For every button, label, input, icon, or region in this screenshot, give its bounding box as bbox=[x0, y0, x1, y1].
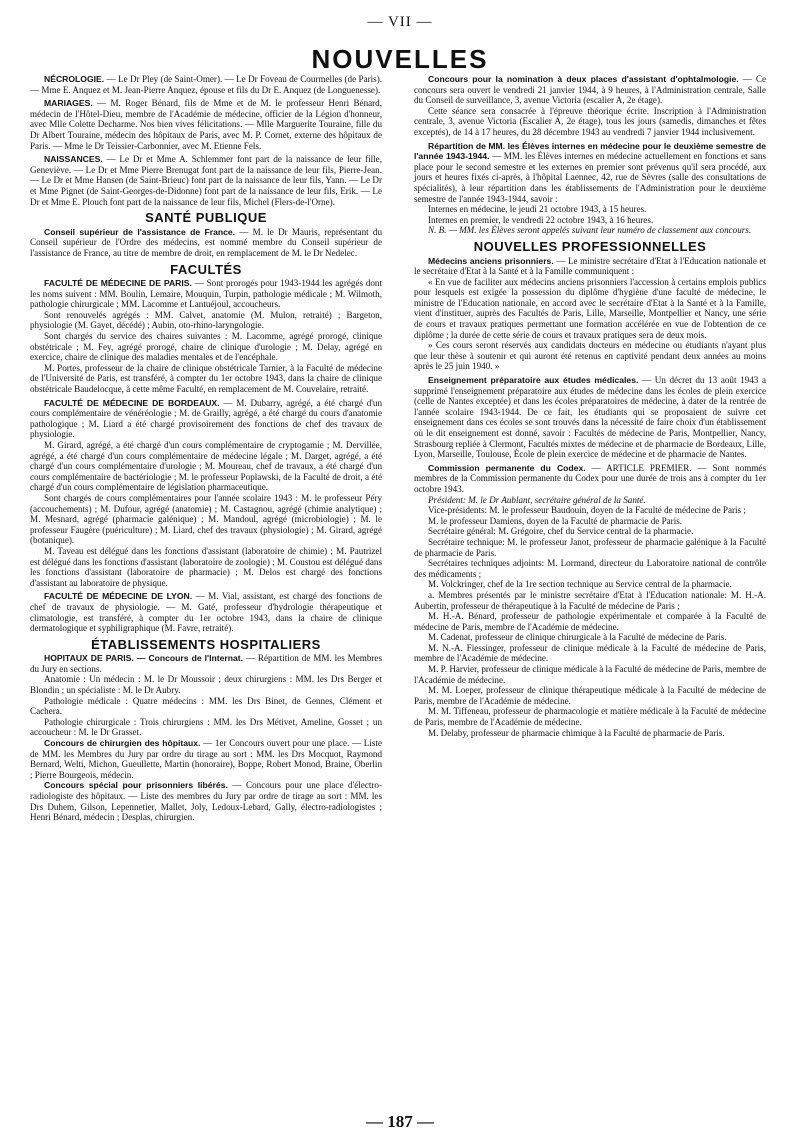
para-text: M. Portes, professeur de la chaire de clinique obstétricale Tarnier, à la Faculté de médecine de l'Université de Paris, est transféré, à compter du 1er octobre 1943, dans la chaire de clinique obstétricale Baudelocque, à cette même Faculté, en remplacement de M. Couvelaire, retraité. bbox=[30, 362, 382, 395]
heading-sante-publique: SANTÉ PUBLIQUE bbox=[145, 210, 267, 226]
para-text: — Répartition de MM. les Membres du Jury en sections. bbox=[30, 653, 383, 674]
codex-paragraph bbox=[414, 558, 766, 579]
repartition-paragraph bbox=[414, 204, 766, 215]
page-number-roman: — VII — bbox=[367, 14, 433, 30]
codex-paragraph bbox=[414, 611, 766, 632]
codex-paragraph bbox=[414, 632, 766, 643]
para-text: Pathologie médicale : Quatre médecins : MM. les Drs Binet, de Gennes, Clément et Cachera. bbox=[30, 695, 382, 717]
ophtalmologie-paragraph bbox=[414, 74, 766, 106]
para-text: M. M. Loeper, professeur de clinique thérapeutique médicale à la Faculté de médecine de Paris, membre de l'Académie de médecine. bbox=[414, 685, 766, 706]
heading-facultes: FACULTÉS bbox=[170, 261, 242, 277]
codex-paragraph bbox=[414, 706, 766, 727]
prisonniers-concours-paragraph bbox=[30, 780, 382, 822]
codex-paragraph bbox=[414, 505, 766, 516]
para-lead: FACULTÉ DE MÉDECINE DE LYON. bbox=[44, 591, 193, 602]
para-text: — Le Dr et Mme A. Schlemmer font part de la naissance de leur fille, Geneviève. — Le Dr et Mme Pierre Brenugat font part de la naissance de leur fils, Pierre-Jean. — Le Dr et Mme Hansen (de Saint-Brieuc) font part de la naissance de leur fils, Yann. — Le Dr et Mme Pignet (de Saint-Georges-de-Didonne) font part de la naissance de leur fils, Erik. — Le Dr et Mme E. Plouch font part de la naissance de leur fils, Michel (Flers-de-l'Orne). bbox=[30, 154, 382, 207]
para-text: Président: M. le Dr Aublant, secrétaire général de la Santé. bbox=[428, 494, 646, 505]
para-lead: NAISSANCES. bbox=[44, 154, 103, 165]
para-text: Secrétaire général: M. Grégoire, chef du Service central de la pharmacie. bbox=[428, 526, 694, 537]
para-text: Anatomie : Un médecin : M. le Dr Moussoir ; deux chirurgiens : MM. les Drs Berger et Blondin ; un spécialiste : M. le Dr Aubry. bbox=[30, 674, 382, 696]
enseignement-paragraph bbox=[414, 375, 766, 460]
codex-paragraph bbox=[414, 579, 766, 590]
para-text: M. Volckringer, chef de la 1re section technique au Service central de la pharmacie. bbox=[428, 579, 732, 590]
paris-paragraph bbox=[30, 278, 382, 310]
codex-paragraph bbox=[414, 526, 766, 537]
hopitaux-paragraph bbox=[30, 674, 382, 695]
para-text: Sont chargés de cours complémentaires pour l'année scolaire 1943 : M. le professeur Péry (accouchements) ; M. Dufour, agrégé (anatomie) ; M. Castagnou, agrégé (chimie analytique) ; M. Mesnard, agrégé (pharmacie galénique) ; M. Mandoul, agrégé (microbiologie) ; M. le professeur Faugère (puériculture) ; M. Liard, chef des travaux (physiologie) ; M. Girard, agrégé (botanique). bbox=[30, 492, 382, 546]
repartition-paragraph bbox=[414, 225, 766, 236]
lyon-paragraph bbox=[30, 591, 382, 633]
para-text: — Concours pour une place d'électro-radiologiste des hôpitaux. — Liste des membres du Jury par ordre de tirage au sort : MM. les Drs Duhem, Gilson, Lepennetier, Mallet, Joly, Ledoux-Lebard, Gally, électro-radiologistes ; Henri Bénard, médecin ; Desplas, chirurgien. bbox=[30, 780, 382, 823]
anciens-prisonniers-paragraph bbox=[414, 256, 766, 277]
page-number: — 187 — bbox=[366, 1112, 434, 1131]
codex-paragraph bbox=[414, 463, 766, 495]
para-lead: FACULTÉ DE MÉDECINE DE PARIS. bbox=[44, 278, 192, 289]
para-lead: Répartition de MM. les Élèves internes en médecine pour le deuxième semestre de l'année 1943-1944. bbox=[414, 140, 766, 162]
para-text: — ARTICLE PREMIER. — Sont nommés membres de la Commission permanente du Codex pour une durée de trois ans à compter du 1er octobre 1943. bbox=[414, 462, 766, 494]
sante-paragraph bbox=[30, 227, 382, 259]
heading-nouvelles-professionnelles: NOUVELLES PROFESSIONNELLES bbox=[473, 238, 707, 254]
heading-etablissements-hospitaliers: ÉTABLISSEMENTS HOSPITALIERS bbox=[91, 636, 321, 652]
para-text: « En vue de faciliter aux médecins anciens prisonniers l'accession à certains emplois publics pour lesquels est exigée la possession du diplôme d'hygiène d'une faculté de médecine, le ministre de l'Education nationale, en accord avec le secrétaire d'Etat à la Santé et à la Famille, vient d'instituer, auprès des Facultés de Paris, Lille, Marseille, Montpellier et Nancy, une série de cours et travaux pratiques permettant une formation accélérée en vue de l'obtention de ce diplôme ; la durée de cette série de cours et travaux pratiques sera de deux mois. bbox=[414, 276, 766, 340]
para-lead: Médecins anciens prisonniers. bbox=[428, 255, 554, 266]
codex-paragraph bbox=[414, 643, 766, 664]
para-text: — Ce concours sera ouvert le vendredi 21 janvier 1944, à 9 heures, à l'Administration centrale, Salle du Conseil de surveillance, 3, avenue Victoria (escalier A, 2e étage). bbox=[414, 74, 766, 106]
codex-paragraph bbox=[414, 685, 766, 706]
bordeaux-paragraph bbox=[30, 546, 382, 588]
bordeaux-paragraph bbox=[30, 493, 382, 546]
para-text: Sont renouvelés agrégés : MM. Calvet, anatomie (M. Mulon, retraité) ; Bargeton, physiologie (M. Gayet, décédé) ; Aubin, oto-rhino-laryngologie. bbox=[30, 309, 382, 331]
naissances-paragraph bbox=[30, 154, 382, 207]
para-text: — Sont prorogés pour 1943-1944 les agrégés dont les noms suivent : MM. Boulin, Lemaire, Mouquin, Turpin, pathologie médicale ; M. Wilmoth, pathologie chirurgicale ; MM. Lacomme et Lantuéjoul, accoucheurs. bbox=[30, 278, 382, 310]
para-text: Vice-présidents: M. le professeur Baudouin, doyen de la Faculté de médecine de Paris ; bbox=[428, 505, 746, 516]
anciens-prisonniers-paragraph bbox=[414, 340, 766, 372]
para-lead: Concours spécial pour prisonniers libérés. bbox=[44, 780, 228, 791]
para-text: N. B. — MM. les Élèves seront appelés suivant leur numéro de classement aux concours. bbox=[428, 225, 752, 236]
right-column bbox=[414, 74, 766, 738]
hopitaux-paragraph bbox=[30, 717, 382, 738]
para-text: » Ces cours seront réservés aux candidats docteurs en médecine ou étudiants n'ayant plus que leur thèse à soutenir et qui auront été retenus en captivité pendant deux années au moins après le 25 juin 1940. » bbox=[414, 340, 766, 372]
para-text: — M. Vial, assistant, est chargé des fonctions de chef de travaux de physiologie. — M. Gaté, professeur d'hydrologie thérapeutique et climatologie, est transféré, à compter du 1er octobre 1943, dans la chaire de clinique dermatologique et syphiligraphique (M. Favre, retraité). bbox=[30, 591, 382, 634]
paris-paragraph bbox=[30, 363, 382, 395]
section-title: NOUVELLES bbox=[311, 44, 489, 74]
codex-paragraph bbox=[414, 537, 766, 558]
para-text: M. le professeur Damiens, doyen de la Faculté de pharmacie de Paris. bbox=[428, 515, 683, 526]
bordeaux-paragraph bbox=[30, 440, 382, 493]
para-text: — Un décret du 13 août 1943 a supprimé l'enseignement préparatoire aux études de médecine dans les écoles de plein exercice (celle de Nantes exceptée) et dans les écoles préparatoires de médecine, à dater de la rentrée de l'année scolaire 1943-1944. De ce fait, les étudiants qui se proposaient de suivre cet enseignement dans ces écoles se sont trouvés dans la nécessité de faire choix d'un établissement où le dit enseignement est donné, savoir : Facultés de médecine de Paris, Montpellier, Nancy, Strasbourg repliée à Clermont, Facultés mixtes de médecine et de pharmacie de Bordeaux, Lille, Lyon, Marseille, Toulouse, École de plein exercice de médecine et de pharmacie de Nantes. bbox=[414, 375, 766, 460]
para-text: M. Taveau est délégué dans les fonctions d'assistant (laboratoire de chimie) ; M. Pautrizel est délégué dans les fonctions d'assistant (laboratoire de zoologie) ; M. Coustou est délégué dans les fonctions d'assistant (laboratoire de pharmacie) ; M. Delos est chargé des fonctions d'assistant au laboratoire de physique. bbox=[30, 545, 382, 588]
para-text: M. Delaby, professeur de pharmacie chimique à la Faculté de pharmacie de Paris. bbox=[428, 727, 725, 738]
necrologie-paragraph bbox=[30, 74, 382, 95]
para-lead: Concours de chirurgien des hôpitaux. bbox=[44, 738, 201, 749]
para-lead: MARIAGES. bbox=[44, 98, 93, 109]
para-text: — 1er Concours ouvert pour une place. — Liste de MM. les Membres du Jury par ordre du tirage au sort : MM. les Drs Mocquot, Raymond Bernard, Welti, Michon, Gueullette, Martin (honoraire), Boppe, Robert Monod, Braine, Oberlin ; Pierre Bourgeois, médecin. bbox=[30, 738, 382, 780]
codex-paragraph bbox=[414, 664, 766, 685]
bordeaux-paragraph bbox=[30, 398, 382, 440]
hopitaux-paragraph bbox=[30, 696, 382, 717]
paris-paragraph bbox=[30, 310, 382, 331]
codex-paragraph bbox=[414, 590, 766, 611]
para-text: M. P. Harvier, professeur de clinique médicale à la Faculté de médecine de Paris, membre de l'Académie de médecine. bbox=[414, 664, 766, 685]
para-text: Secrétaires techniques adjoints: M. Lormand, directeur du Laboratoire national de contrôle des médicaments ; bbox=[414, 558, 766, 579]
repartition-paragraph bbox=[414, 215, 766, 226]
para-lead: FACULTÉ DE MÉDECINE DE BORDEAUX. bbox=[44, 397, 220, 408]
codex-paragraph bbox=[414, 516, 766, 527]
para-text: Sont chargés du service des chaires suivantes : M. Lacomme, agrégé prorogé, clinique obstétricale ; M. Fey, agrégé prorogé, chaire de clinique d'urologie ; M. Delay, agrégé en exercice, chaire de clinique des maladies mentales et de l'encéphale. bbox=[30, 331, 382, 363]
left-column bbox=[30, 74, 382, 823]
para-lead: HOPITAUX DE PARIS. — Concours de l'Internat. bbox=[44, 653, 243, 664]
para-lead: Conseil supérieur de l'assistance de France. bbox=[44, 226, 236, 237]
mariages-paragraph bbox=[30, 98, 382, 151]
paris-paragraph bbox=[30, 331, 382, 363]
para-lead: Commission permanente du Codex. bbox=[428, 462, 586, 473]
para-lead: Concours pour la nomination à deux places d'assistant d'ophtalmologie. bbox=[428, 74, 739, 84]
para-text: a. Membres présentés par le ministre secrétaire d'Etat à l'Education nationale: M. H.-A. Aubertin, professeur de thérapeutique à la Faculté de médecine de Paris ; bbox=[414, 589, 766, 611]
para-text: M. M. Tiffeneau, professeur de pharmacologie et matière médicale à la Faculté de médecine de Paris, membre de l'Académie de médecine. bbox=[414, 706, 766, 728]
codex-paragraph bbox=[414, 728, 766, 739]
anciens-prisonniers-paragraph bbox=[414, 277, 766, 341]
para-text: M. N.-A. Fiessinger, professeur de clinique médicale à la Faculté de médecine de Paris, membre de l'Académie de médecine. bbox=[414, 642, 766, 664]
para-text: Internes en premier, le vendredi 22 octobre 1943, à 16 heures. bbox=[428, 214, 654, 225]
para-text: Cette séance sera consacrée à l'épreuve théorique écrite. Inscription à l'Administration centrale, 3, avenue Victoria (Escalier A, 2e étage), tous les jours (samedis, dimanches et fêtes exceptés), de 14 à 17 heures, du 28 décembre 1943 au vendredi 7 janvier 1944 inclusivement. bbox=[414, 105, 766, 137]
para-lead: Enseignement préparatoire aux études médicales. bbox=[428, 375, 639, 386]
para-text: — Le ministre secrétaire d'Etat à l'Education nationale et le secrétaire d'Etat à la Santé et à la Famille communiquent : bbox=[414, 255, 766, 277]
para-text: Pathologie chirurgicale : Trois chirurgiens : MM. les Drs Métivet, Ameline, Gosset ; un accoucheur : M. le Dr Grasset. bbox=[30, 716, 382, 738]
para-text: M. H.-A. Bénard, professeur de pathologie expérimentale et comparée à la Faculté de médecine de Paris, membre de l'Académie de médecine. bbox=[414, 611, 766, 632]
para-text: M. Girard, agrégé, a été chargé d'un cours complémentaire de cryptogamie ; M. Dervillée, agrégé, a été chargé d'un cours complémentaire de médecine légale ; M. Darget, agrégé, a été chargé d'un cours complémentaire d'urologie ; M. Moureau, chef de travaux, a été chargé d'un cours complémentaire de bactériologie ; M. le professeur Poplawski, de la Faculté de droit, a été chargé d'un cours complémentaire de législation pharmaceutique. bbox=[30, 440, 382, 493]
ophtalmologie-paragraph bbox=[414, 106, 766, 138]
hopitaux-paragraph bbox=[30, 653, 382, 674]
para-text: Internes en médecine, le jeudi 21 octobre 1943, à 15 heures. bbox=[428, 204, 647, 215]
para-text: M. Cadenat, professeur de clinique chirurgicale à la Faculté de médecine de Paris. bbox=[428, 632, 727, 643]
para-text: — M. Dubarry, agrégé, a été chargé d'un cours complémentaire de vénéréologie ; M. de Grailly, agrégé, a été chargé du cours d'anatomie pathologique ; M. Liard a été chargé provisoirement des fonctions de chef des travaux de physiologie. bbox=[30, 397, 383, 440]
para-text: — M. le Dr Mauris, représentant du Conseil supérieur de l'Ordre des médecins, est nommé membre du Conseil supérieur de l'assistance de France, au titre de membre de droit, en remplacement de M. le Dr Nedelec. bbox=[30, 226, 383, 258]
para-text: — Le Dr Pley (de Saint-Omer). — Le Dr Foveau de Courmelles (de Paris). — Mme E. Anquez et M. Jean-Pierre Anquez, épouse et fils du Dr E. Anquez (de Longuenesse). bbox=[30, 74, 382, 95]
para-text: Secrétaire technique: M. le professeur Janot, professeur de pharmacie galénique à la Faculté de pharmacie de Paris. bbox=[414, 536, 766, 558]
para-text: — MM. les Élèves internes en médecine actuellement en fonctions et sans place pour le second semestre et les externes en premier sont prévenus qu'il sera procédé, aux jours et heures fixés ci-après, à l'hôpital Laennec, 42, rue de Sèvres (salle des consultations de spécialités), à leur répartition dans les établissements de l'Administration pour le deuxième semestre de l'année 1943-1944, savoir : bbox=[414, 151, 766, 204]
repartition-paragraph bbox=[414, 141, 766, 205]
para-text: — M. Roger Bénard, fils de Mme et de M. le professeur Henri Bénard, médecin de l'Hôtel-Dieu, membre de l'Académie de médecine, officier de la Légion d'honneur, avec Mlle Colette Decharme. Nos bien vives félicitations. — Mlle Marguerite Touraine, fille du Dr Albert Touraine, médecin des hôpitaux de Paris, avec M. P. Cornet, externe des hôpitaux de Paris. — Mme le Dr Teissier-Carbonnier, avec M. Etienne Fels. bbox=[30, 98, 382, 151]
chirurgien-paragraph bbox=[30, 738, 382, 780]
para-lead: NÉCROLOGIE. bbox=[44, 74, 105, 84]
codex-paragraph bbox=[414, 495, 766, 506]
